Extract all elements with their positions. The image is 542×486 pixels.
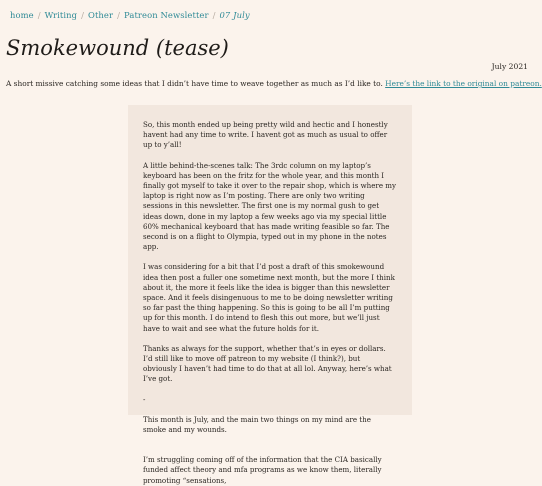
newsletter-body	[128, 105, 412, 485]
intro-text-body: A short missive catching some ideas that I didn’t have time to weave together as much as I’d like to.	[6, 79, 386, 88]
page-title: Smokewound (tease)	[6, 36, 229, 60]
patreon-original-link[interactable]: Here’s the link to the original on patreon.	[385, 79, 542, 88]
breadcrumb-separator: /	[37, 10, 41, 20]
letter-paragraph: This month is July, and the main two things on my mind are the smoke and my wounds.	[143, 414, 371, 435]
breadcrumb-writing-link[interactable]: Writing	[44, 10, 78, 20]
breadcrumb-separator: /	[117, 10, 121, 20]
letter-paragraph: A little behind-the-scenes talk: The 3rdc column on my laptop’s keyboard has been on the fritz for the whole year, and this month I finally got myself to take it over to the repair shop, which is where my laptop is right now as I’m posting. There are only two writing sessions in this newsletter. The first one is my normal gush to get ideas down, done in my laptop a few weeks ago via my special little 60% mechanical keyboard that has made writing feasible so far. The second is on a flight to Olympia, typed out in my phone in the notes app.	[143, 160, 397, 252]
letter-paragraph: I was considering for a bit that I’d post a draft of this smokewound idea then post a fuller one sometime next month, but the more I think about it, the more it feels like the idea is bigger than this newsletter space. And it feels disingenuous to me to be doing newsletter writing so far past the thing happening. So this is going to be all I’m putting up for this month. I do intend to flesh this out more, but we’ll just have to wait and see what the future holds for it.	[143, 262, 395, 333]
breadcrumb-home-link[interactable]: home	[10, 10, 34, 20]
breadcrumb-separator: /	[81, 10, 84, 20]
breadcrumb-other-link[interactable]: Other	[88, 10, 114, 20]
letter-paragraph: Thanks as always for the support, whether that’s in eyes or dollars. I’d still like to move off patreon to my website (I think?), but obviously I haven’t had time to do that at all lol. Anyway, here’s what I’ve got.	[143, 343, 392, 384]
breadcrumb	[10, 10, 250, 20]
letter-paragraph: I’m struggling coming off of the information that the CIA basically funded affect theory and mfa programs as we know them, literally promoting “sensations,	[143, 455, 382, 485]
section-divider-dash: -	[143, 394, 146, 404]
breadcrumb-current-page: 07 July	[219, 10, 250, 20]
breadcrumb-separator: /	[212, 10, 216, 20]
letter-paragraph: So, this month ended up being pretty wild and hectic and I honestly havent had any time to write. I havent got as much as usual to offer up to y’all!	[143, 120, 388, 150]
post-date: July 2021	[491, 62, 528, 71]
intro-text	[6, 79, 542, 88]
breadcrumb-patreon-newsletter-link[interactable]: Patreon Newsletter	[124, 10, 209, 20]
